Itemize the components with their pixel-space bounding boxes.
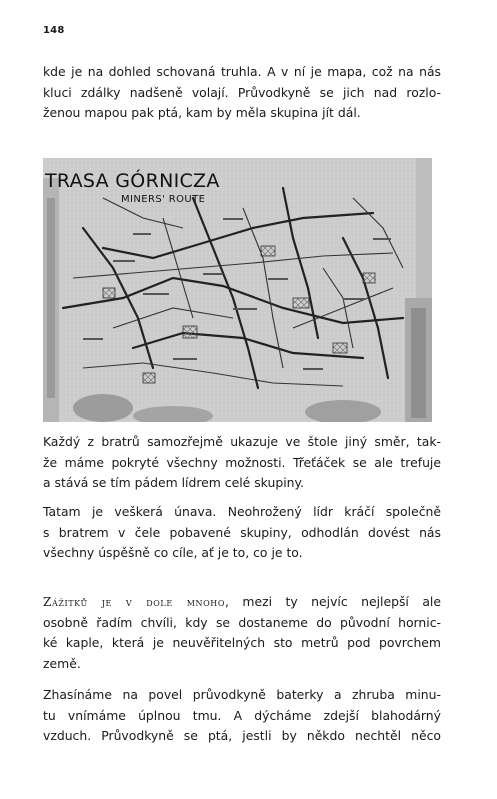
paragraph-line: tu vnímáme úplnou tmu. A dýcháme zdejší blahodárný xyxy=(43,707,441,723)
paragraph-line: Zhasínáme na povel průvodkyně baterky a zhruba minu- xyxy=(43,687,441,702)
page-number: 148 xyxy=(43,25,65,36)
paragraph-1 xyxy=(43,62,441,124)
paragraph-line: kluci zdálky nadšeně volají. Průvodkyně se jich nad rozlo- xyxy=(43,84,441,100)
paragraph-line xyxy=(43,592,441,613)
paragraph-5 xyxy=(43,685,441,747)
lead-line-rest: , mezi ty nejvíc nejlepší ale xyxy=(225,594,441,609)
paragraph-line: s bratrem v čele pobavené skupiny, odhodlán dovést nás xyxy=(43,524,441,540)
mine-map-image xyxy=(43,158,432,422)
paragraph-line: všechny úspěšně co cíle, ať je to, co je to. xyxy=(43,545,303,560)
paragraph-line: a stává se tím pádem lídrem celé skupiny. xyxy=(43,475,304,490)
paragraph-line: kde je na dohled schovaná truhla. A v ní je mapa, což na nás xyxy=(43,64,441,79)
paragraph-line: osobně řadím chvíli, kdy se dostaneme do původní hornic- xyxy=(43,614,441,630)
paragraph-4 xyxy=(43,592,441,674)
map-subtitle: MINERS' ROUTE xyxy=(121,194,206,205)
paragraph-line: ké kaple, která je neuvěřitelných sto metrů pod povrchem xyxy=(43,635,441,650)
paragraph-line: že máme pokryté všechny možnosti. Třeťáček se ale trefuje xyxy=(43,454,441,470)
map-illustration xyxy=(43,158,432,422)
map-title: TRASA GÓRNICZA xyxy=(45,170,220,192)
small-caps-lead: Zážitků je v dole mnoho xyxy=(43,595,225,609)
paragraph-line: vzduch. Průvodkyně se ptá, jestli by někdo nechtěl něco xyxy=(43,728,441,743)
paragraph-line: Každý z bratrů samozřejmě ukazuje ve štole jiný směr, tak- xyxy=(43,434,441,449)
paragraph-2 xyxy=(43,432,441,494)
paragraph-3 xyxy=(43,502,441,564)
paragraph-line: ženou mapou pak ptá, kam by měla skupina jít dál. xyxy=(43,105,361,120)
paragraph-line: Tatam je veškerá únava. Neohrožený lídr kráčí společně xyxy=(43,504,441,519)
paragraph-line: země. xyxy=(43,655,81,671)
